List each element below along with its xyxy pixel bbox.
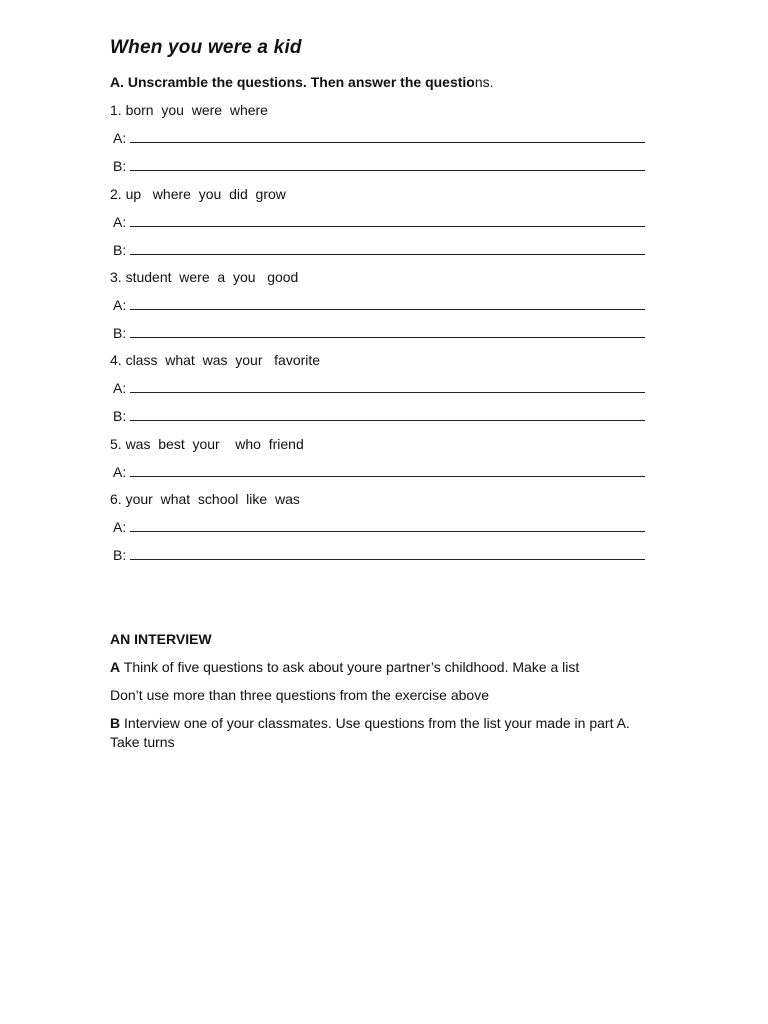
answer-blank-line[interactable] — [130, 325, 645, 338]
question-2-prompt: 2. up where you did grow — [110, 186, 286, 202]
part-a-marker: A — [110, 659, 121, 675]
page-title: When you were a kid — [110, 37, 302, 58]
section-a-heading-bold: A. Unscramble the questions. Then answer the questio — [110, 74, 475, 90]
answer-blank-line[interactable] — [130, 519, 645, 532]
answer-blank-line[interactable] — [130, 464, 645, 477]
interview-part-a-note: Don’t use more than three questions from the exercise above — [110, 687, 489, 703]
question-6-answer-b[interactable] — [113, 547, 653, 563]
answer-blank-line[interactable] — [130, 408, 645, 421]
interview-part-b — [110, 714, 655, 752]
question-6-prompt: 6. your what school like was — [110, 491, 300, 507]
part-a-text: Think of five questions to ask about youre partner’s childhood. Make a list — [120, 659, 580, 675]
question-2-answer-b[interactable] — [113, 242, 653, 258]
interview-part-a — [110, 658, 655, 677]
answer-blank-line[interactable] — [130, 158, 645, 171]
answer-label: A: — [113, 214, 127, 230]
answer-label: A: — [113, 380, 127, 396]
question-3-prompt: 3. student were a you good — [110, 269, 299, 285]
question-3-answer-b[interactable] — [113, 325, 653, 341]
question-4-answer-b[interactable] — [113, 408, 653, 424]
section-a-heading — [110, 74, 494, 90]
question-5-prompt: 5. was best your who friend — [110, 436, 304, 452]
answer-label: A: — [113, 130, 127, 146]
question-3-answer-a[interactable] — [113, 297, 653, 313]
answer-blank-line[interactable] — [130, 130, 645, 143]
question-4-prompt: 4. class what was your favorite — [110, 352, 321, 368]
part-b-text: Interview one of your classmates. Use questions from the list your made in part A. Take turns — [110, 715, 630, 750]
answer-blank-line[interactable] — [130, 242, 645, 255]
question-5-answer-a[interactable] — [113, 464, 653, 480]
question-1-answer-a[interactable] — [113, 130, 653, 146]
interview-section-title: AN INTERVIEW — [110, 631, 212, 647]
question-1-prompt: 1. born you were where — [110, 102, 268, 118]
answer-label: B: — [113, 242, 127, 258]
answer-label: B: — [113, 408, 127, 424]
part-b-marker: B — [110, 715, 121, 731]
answer-blank-line[interactable] — [130, 297, 645, 310]
answer-blank-line[interactable] — [130, 380, 645, 393]
answer-label: A: — [113, 297, 127, 313]
section-a-heading-tail: ns. — [474, 74, 494, 90]
answer-label: B: — [113, 325, 127, 341]
answer-label: A: — [113, 464, 127, 480]
answer-label: A: — [113, 519, 127, 535]
question-1-answer-b[interactable] — [113, 158, 653, 174]
answer-label: B: — [113, 158, 127, 174]
question-6-answer-a[interactable] — [113, 519, 653, 535]
answer-label: B: — [113, 547, 127, 563]
answer-blank-line[interactable] — [130, 214, 645, 227]
question-4-answer-a[interactable] — [113, 380, 653, 396]
question-2-answer-a[interactable] — [113, 214, 653, 230]
answer-blank-line[interactable] — [130, 547, 645, 560]
